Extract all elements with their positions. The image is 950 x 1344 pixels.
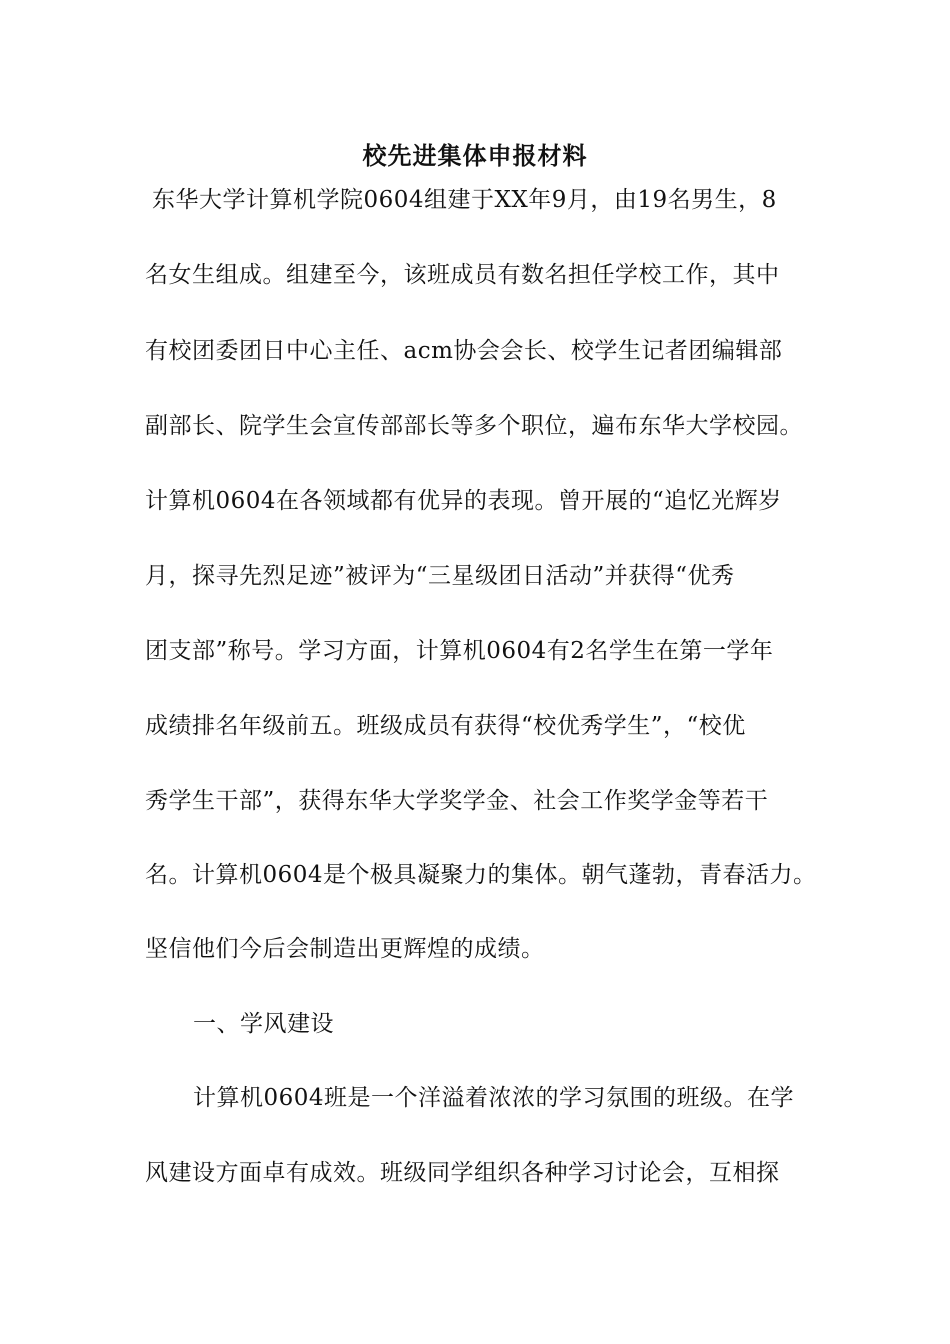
paragraph-line: 团支部”称号。学习方面，计算机0604有2名学生在第一学年 bbox=[145, 638, 774, 664]
paragraph-line: 东华大学计算机学院0604组建于XX年9月，由19名男生，8 bbox=[152, 187, 777, 213]
paragraph-line: 名女生组成。组建至今，该班成员有数名担任学校工作，其中 bbox=[145, 262, 780, 288]
paragraph-line: 成绩排名年级前五。班级成员有获得“校优秀学生”，“校优 bbox=[145, 713, 746, 739]
paragraph-line: 秀学生干部”，获得东华大学奖学金、社会工作奖学金等若干 bbox=[145, 788, 769, 814]
paragraph-line: 计算机0604在各领域都有优异的表现。曾开展的“追忆光辉岁 bbox=[145, 488, 782, 514]
paragraph-line: 月，探寻先烈足迹”被评为“三星级团日活动”并获得“优秀 bbox=[145, 563, 735, 589]
paragraph-line: 副部长、院学生会宣传部部长等多个职位，遍布东华大学校园。 bbox=[145, 413, 803, 439]
paragraph-line: 计算机0604班是一个洋溢着浓浓的学习氛围的班级。在学 bbox=[193, 1085, 795, 1111]
document-title: 校先进集体申报材料 bbox=[362, 141, 588, 170]
paragraph-line: 坚信他们今后会制造出更辉煌的成绩。 bbox=[145, 936, 545, 962]
section-heading: 一、学风建设 bbox=[193, 1011, 334, 1037]
paragraph-line: 有校团委团日中心主任、acm协会会长、校学生记者团编辑部 bbox=[145, 338, 783, 364]
paragraph-line: 名。计算机0604是个极具凝聚力的集体。朝气蓬勃，青春活力。 bbox=[145, 862, 817, 888]
paragraph-line: 风建设方面卓有成效。班级同学组织各种学习讨论会，互相探 bbox=[145, 1160, 780, 1186]
